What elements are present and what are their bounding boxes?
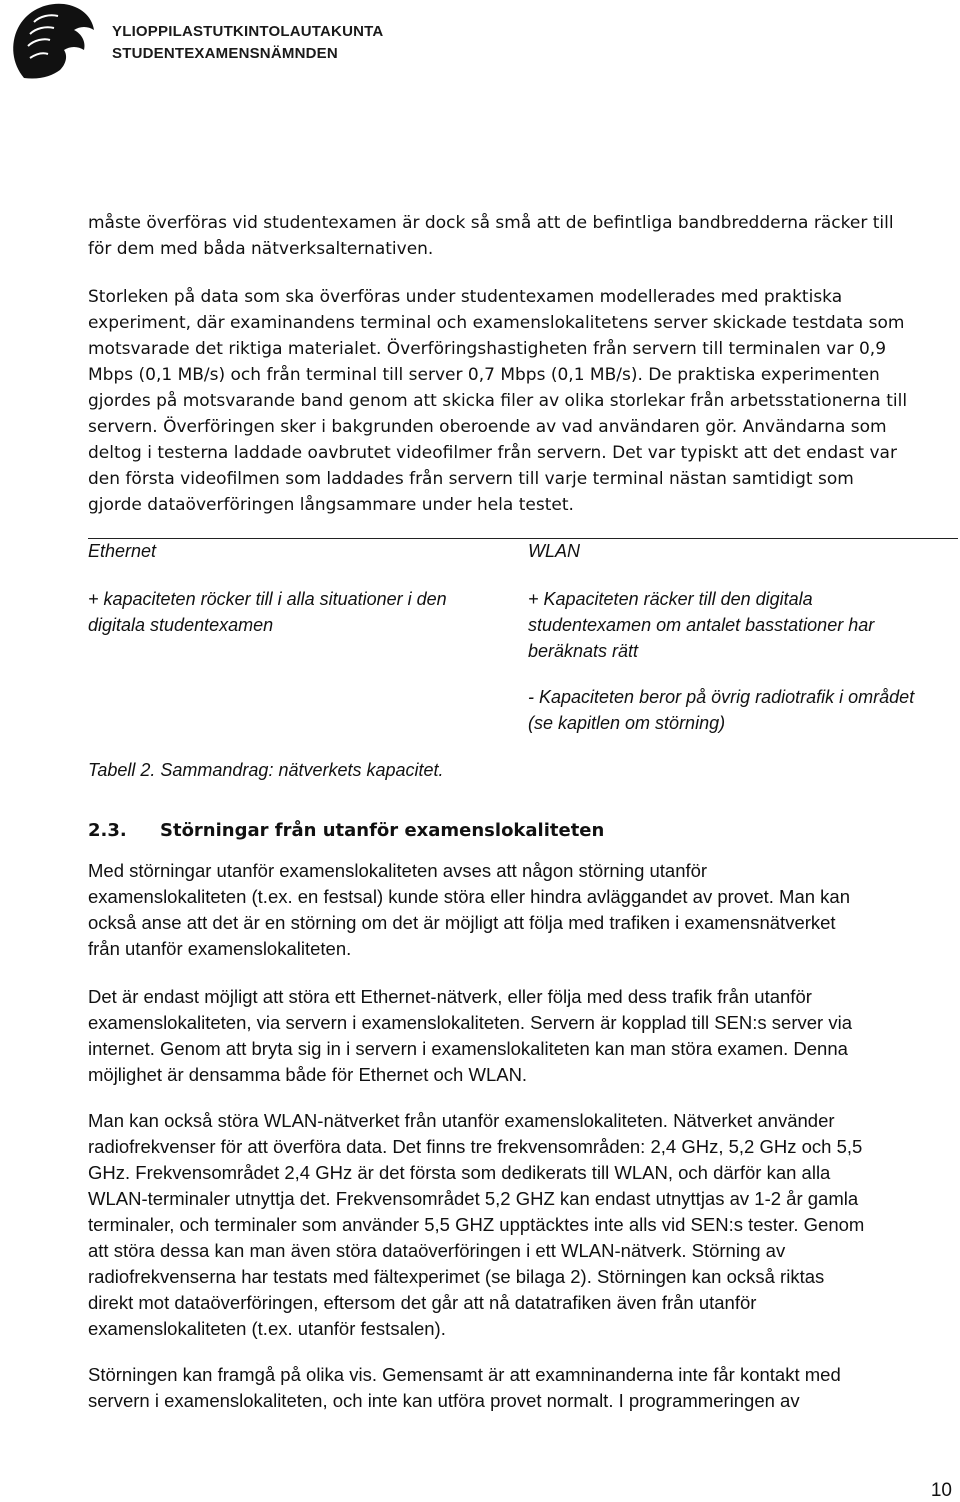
document-header — [0, 0, 420, 80]
column-header-wlan: WLAN — [528, 541, 581, 561]
paragraph-wlan-disturbance: Man kan också störa WLAN-nätverket från utanför examenslokaliteten. Nätverket använder radiofrekvenser för att överföra data. Det finns tre frekvensområden: 2,4 GHz, 5,2 GHz och 5,5 GHz. Frekvensområdet 2,4 GHz är det första som dedikerats till WLAN, och därför kan alla WLAN-terminaler utnyttja det. Frekvensområdet 5,2 GHZ kan endast utnyttjas av 1-2 år gamla terminaler, och terminaler som använder 5,5 GHZ upptäcktes inte alls vid SEN:s tester. Genom att störa dessa kan man även störa dataöverföringen i ett WLAN-nätverk. Störning av radiofrekvenserna har testats med fältexperimet (se bilaga 2). Störningen kan också riktas direkt mot dataöverföringen, eftersom det går att nå datatrafiken även från utanför examenslokaliteten (t.ex. utanför festsalen). — [88, 1110, 865, 1339]
section-paragraph-block — [88, 1108, 958, 1342]
org-name-finnish: YLIOPPILASTUTKINTOLAUTAKUNTA — [112, 23, 384, 40]
wlan-item: + Kapaciteten räcker till den digitala studentexamen om antalet basstationer har beräknats rätt — [528, 589, 875, 661]
paragraph-bandwidth: måste överföras vid studentexamen är dock så små att de befintliga bandbredderna räcker till för dem med båda nätverksalternativen. — [88, 213, 894, 259]
paragraph-disturbance-effects: Störningen kan framgå på olika vis. Gemensamt är att examninanderna inte får kontakt med servern i examenslokaliteten, och inte kan utföra provet normalt. I programmeringen av — [88, 1364, 841, 1411]
wlan-item: - Kapaciteten beror på övrig radiotrafik i området (se kapitlen om störning) — [528, 687, 915, 733]
section-number: 2.3. — [88, 820, 127, 841]
experiment-section — [88, 284, 958, 518]
profile-head-logo-icon — [4, 0, 100, 80]
paragraph-ethernet-disturbance: Det är endast möjligt att störa ett Ethernet-nätverk, eller följa med dess trafik från utanför examenslokaliteten, via servern i examenslokaliteten. Servern är kopplad till SEN:s server via internet. Genom att bryta sig in i servern i examenslokaliteten kan man störa examen. Denna möjlighet är densamma både för Ethernet och WLAN. — [88, 986, 852, 1085]
paragraph-definition: Med störningar utanför examenslokaliteten avses att någon störning utanför examenslokaliteten (t.ex. en festsal) kunde störa eller hindra avläggandet av provet. Man kan också anse att det är en störning om det är möjligt att följa med trafiken i examensnätverket från utanför examenslokaliteten. — [88, 860, 851, 959]
section-paragraph-block — [88, 1362, 958, 1414]
paragraph-experiments: Storleken på data som ska överföras under studentexamen modellerades med praktiska experiment, där examinandens terminal och examenslokalitetens server skickade testdata som motsvarade det riktiga materialet. Överföringshastigheten från servern till terminalen var 0,9 Mbps (0,1 MB/s) och från terminal till server 0,7 Mbps (0,1 MB/s). De praktiska experimenten gjordes på motsvarande band genom att skicka filer av olika storlekar från arbetsstationerna till servern. Överföringen sker i bakgrunden oberoende av vad användaren gör. Användarna som deltog i testerna laddade oavbrutet videofilmer från servern. Det var typiskt att det endast var den första videofilmen som laddades från servern till varje terminal nästan samtidigt som gjorde dataöverföringen långsammare under hela testet. — [88, 287, 908, 515]
intro-section — [88, 210, 958, 262]
table-caption: Tabell 2. Sammandrag: nätverkets kapacitet. — [88, 760, 444, 780]
page-number: 10 — [930, 1480, 952, 1501]
ethernet-item: + kapaciteten röcker till i alla situationer i den digitala studentexamen — [88, 589, 447, 635]
section-heading — [88, 820, 604, 841]
column-header-ethernet: Ethernet — [88, 541, 157, 561]
table-top-rule — [88, 538, 958, 539]
section-paragraph-block — [88, 984, 958, 1088]
org-name-swedish: STUDENTEXAMENSNÄMNDEN — [112, 45, 338, 62]
section-title: Störningar från utanför examenslokaliteten — [160, 820, 605, 841]
section-paragraph-block — [88, 858, 958, 962]
